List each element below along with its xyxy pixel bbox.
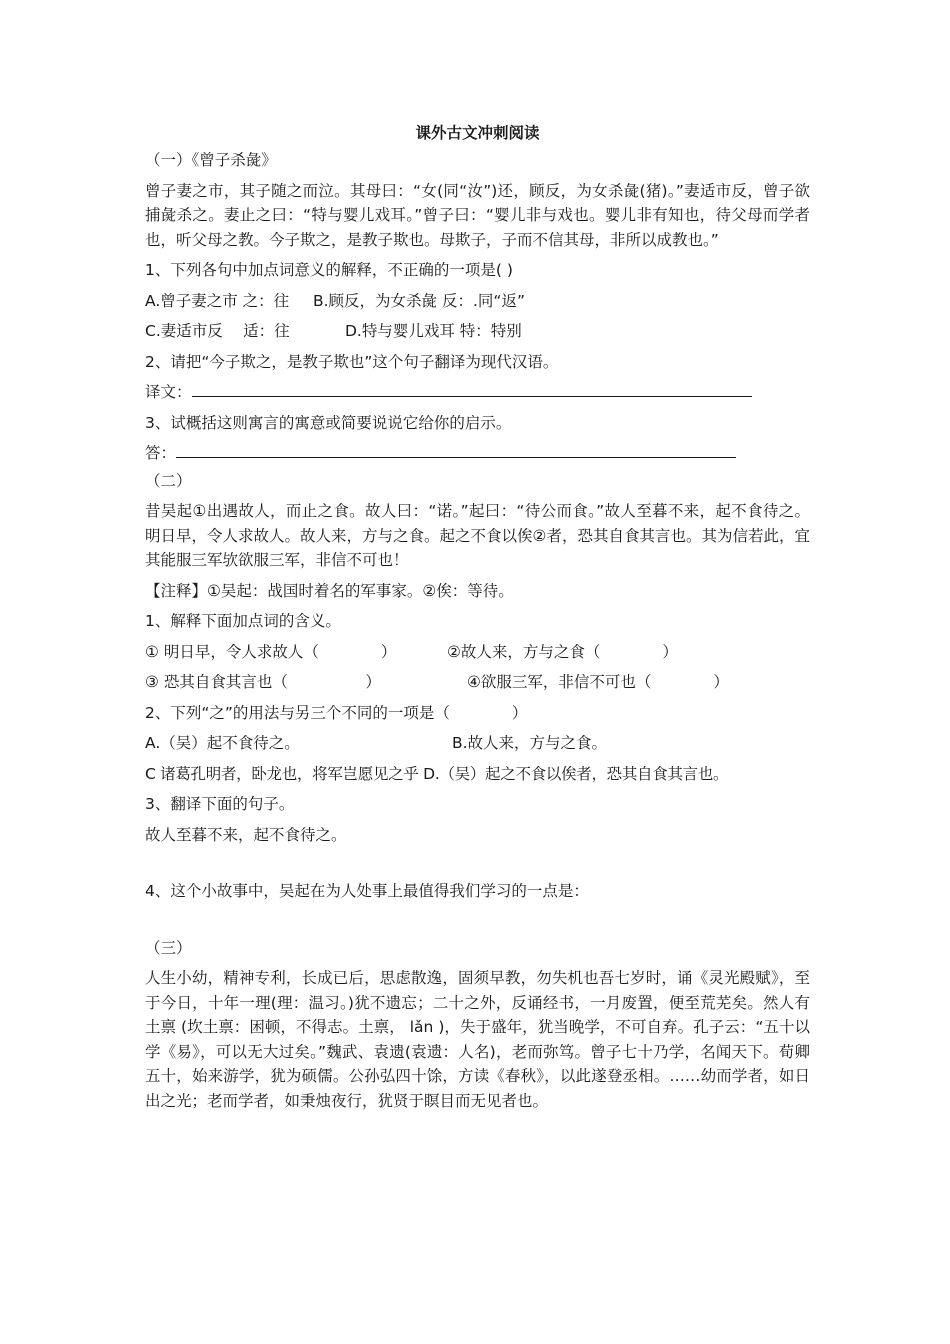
s2-question-2: 2、下列“之”的用法与另三个不同的一项是（ ） bbox=[145, 703, 528, 722]
s1-q1-option-d: D.特与婴儿戏耳 特：特别 bbox=[345, 322, 522, 340]
s1-q2-answer-line[interactable] bbox=[145, 380, 810, 405]
section-2-note: 【注释】①吴起：战国时着名的军事家。②俟：等待。 bbox=[145, 581, 514, 600]
document-page bbox=[145, 122, 810, 1113]
s2-q3-sentence: 故人至暮不来，起不食待之。 bbox=[145, 825, 347, 844]
document-title: 课外古文冲刺阅读 bbox=[415, 124, 540, 142]
s1-q3-answer-line[interactable] bbox=[145, 441, 810, 466]
s2-q2-option-a: A.（吴）起不食待之。 bbox=[145, 734, 300, 752]
s1-question-2: 2、请把“今子欺之，是教子欺也”这个句子翻译为现代汉语。 bbox=[145, 352, 559, 371]
s2-q2-option-b: B.故人来，方与之食。 bbox=[452, 734, 608, 752]
s1-q1-option-c: C.妻适市反 适：往 bbox=[145, 322, 290, 340]
s2-question-3: 3、翻译下面的句子。 bbox=[145, 795, 295, 813]
s1-q2-label: 译文： bbox=[145, 383, 192, 401]
s1-question-3: 3、试概括这则寓言的寓意或简要说说它给你的启示。 bbox=[145, 413, 512, 432]
s2-q2-options-ab bbox=[145, 731, 810, 756]
answer-blank[interactable] bbox=[176, 441, 736, 458]
s2-q1-item-1: ① 明日早，令人求故人（ ） bbox=[145, 642, 397, 661]
s2-q2-options-cd: C 诸葛孔明者，卧龙也，将军岂愿见之乎 D.（吴）起之不食以俟者，恐其自食其言也。 bbox=[145, 764, 729, 783]
s1-q1-option-b: B.顾反，为女杀彘 反：.同“返” bbox=[313, 291, 525, 310]
section-3-passage: 人生小幼，精神专利，长成已后，思虑散逸，固须早教，勿失机也吾七岁时，诵《灵光殿赋》，至于今日，十年一理(理：温习。)犹不遗忘；二十之外，反诵经书，一月废置，便至荒芜矣。然人有土禀 (坎土禀：困顿，不得志。土禀， lǎn )，失于盛年，犹当晚学，不可自弃。孔子云：“五十以学《易》，可以无大过矣。”魏武、袁遗(袁遗：人名)，老而弥笃。曾子七十乃学，名闻天下。荀卿五十，始来游学，犹为硕儒。公孙弘四十馀，方读《春秋》，以此遂登丞相。……幼而学者，如日出之光；老而学者，如秉烛夜行，犹贤于瞑目而无见者也。 bbox=[145, 969, 810, 1110]
s2-q1-items-12 bbox=[145, 640, 810, 665]
s1-q1-options-cd bbox=[145, 319, 810, 344]
section-3-heading: （三） bbox=[145, 938, 192, 957]
s2-q1-items-34 bbox=[145, 670, 810, 695]
s1-question-1: 1、下列各句中加点词意义的解释，不正确的一项是( ) bbox=[145, 261, 513, 279]
s2-q1-item-4: ④欲服三军，非信不可也（ ） bbox=[467, 673, 729, 691]
s1-q3-label: 答： bbox=[145, 444, 177, 462]
s2-q1-item-3: ③ 恐其自食其言也（ ） bbox=[145, 673, 381, 691]
section-2-heading: （二） bbox=[145, 471, 192, 490]
s2-q1-item-2: ②故人来，方与之食（ ） bbox=[447, 642, 678, 661]
s2-question-1: 1、解释下面加点词的含义。 bbox=[145, 612, 341, 630]
section-1-heading: （一）《曾子杀彘》 bbox=[145, 151, 277, 169]
s1-q1-option-a: A.曾子妻之市 之：往 bbox=[145, 291, 290, 310]
s2-question-4: 4、这个小故事中，吴起在为人处事上最值得我们学习的一点是： bbox=[145, 882, 589, 900]
translation-blank[interactable] bbox=[192, 380, 752, 397]
section-2-passage: 昔吴起①出遇故人，而止之食。故人曰：“诺。”起曰：“待公而食。”故人至暮不来，起不食待之。明日早，令人求故人。故人来，方与之食。起之不食以俟②者，恐其自食其言也。其为信若此，宜其能服三军欤欲服三军，非信不可也！ bbox=[145, 502, 810, 569]
s1-q1-options-ab bbox=[145, 289, 810, 314]
section-1-passage: 曾子妻之市，其子随之而泣。其母曰：“女(同“汝”)还，顾反，为女杀彘(猪)。”妻适市反，曾子欲捕彘杀之。妻止之曰：“特与婴儿戏耳。”曾子曰：“婴儿非与戏也。婴儿非有知也，待父母而学者也，听父母之教。今子欺之，是教子欺也。母欺子，子而不信其母，非所以成教也。” bbox=[145, 181, 810, 249]
